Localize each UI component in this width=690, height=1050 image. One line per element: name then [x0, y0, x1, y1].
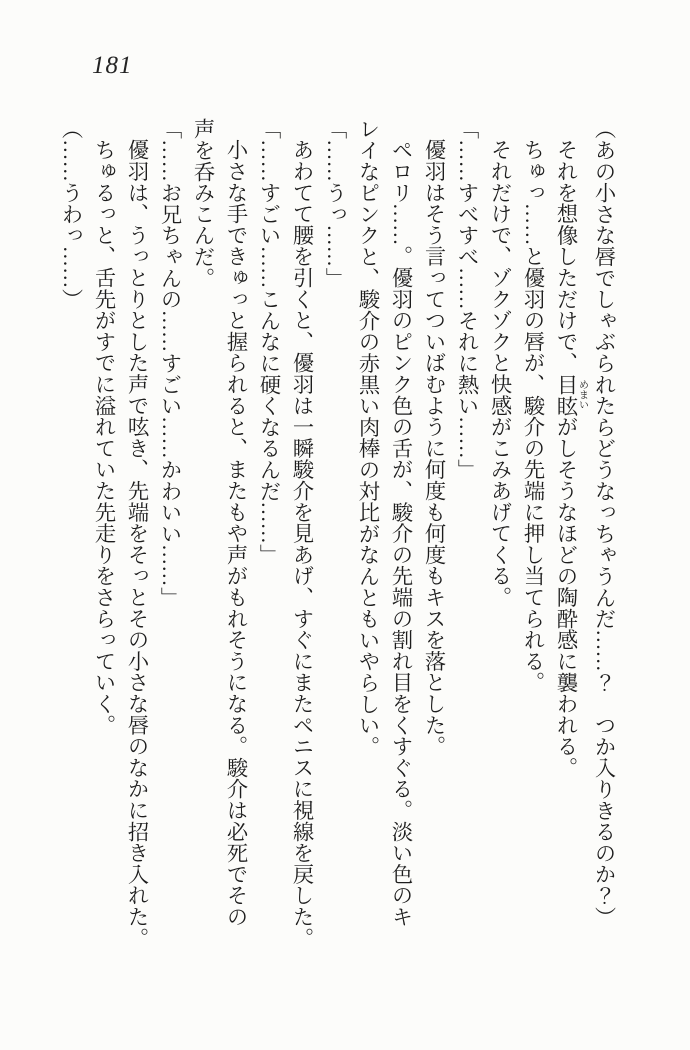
text-line: レイなピンクと、駿介の赤黒い肉棒の対比がなんともいやらしい。	[356, 118, 380, 757]
text-line: 小さな手できゅっと握られると、またもや声がもれそうになる。駿介は必死でその	[224, 139, 248, 928]
text-line: ペロリ……。優羽のピンク色の舌が、駿介の先端の割れ目をくすぐる。淡い色のキ	[389, 139, 413, 928]
text-line: 声を呑みこんだ。	[191, 118, 215, 289]
text-segment: がしそうなほどの陶酔感に襲われる。	[554, 416, 578, 779]
text-line: 「……うっ……」	[323, 118, 347, 289]
text-line: 「……すべすべ……それに熱い……」	[455, 118, 479, 481]
text-line-with-furigana	[549, 118, 587, 960]
text-line: 「……すごい……こんなに硬くなるんだ……」	[257, 118, 281, 566]
furigana-base: 目眩	[554, 373, 578, 417]
text-line: ちゅるっと、舌先がすでに溢れていた先走りをさらっていく。	[92, 139, 116, 736]
text-line: 優羽はそう言ってついばむように何度も何度もキスを落とした。	[422, 139, 446, 757]
furigana-text: めまい	[576, 373, 588, 417]
text-line: （……うわっ……）	[59, 118, 83, 310]
text-line: あわてて腰を引くと、優羽は一瞬駿介を見あげ、すぐにまたペニスに視線を戻した。	[290, 139, 314, 949]
text-line: 優羽は、うっとりとした声で呟き、先端をそっとその小さな唇のなかに招き入れた。	[125, 139, 149, 949]
text-line: 「……お兄ちゃんの……すごい……かわいい……」	[158, 118, 182, 608]
page-number: 181	[92, 52, 133, 79]
text-line: ちゅっ……と優羽の唇が、駿介の先端に押し当てられる。	[521, 139, 545, 694]
text-line: （あの小さな唇でしゃぶられたらどうなっちゃうんだ……？ つか入りきるのか？）	[592, 118, 616, 928]
text-segment: それを想像しただけで、	[554, 139, 578, 374]
text-line: それだけで、ゾクゾクと快感がこみあげてくる。	[488, 139, 512, 608]
text-block	[54, 118, 620, 960]
furigana-ruby	[554, 373, 588, 417]
